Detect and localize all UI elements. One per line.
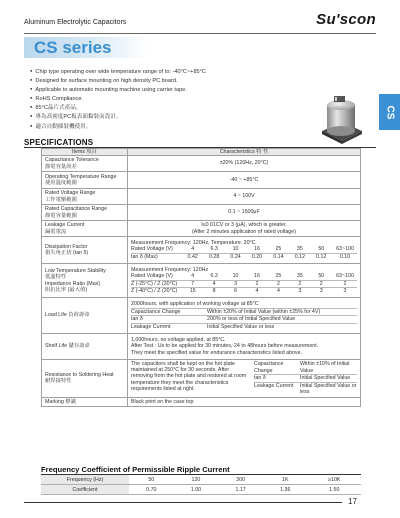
ripple-coefficient-table — [41, 474, 361, 495]
ripple-freq-cell: 50 — [129, 475, 174, 485]
spec-item-load-life: Load Life 負荷壽命 — [42, 298, 128, 334]
feature-item: ● 適合自動插裝機使用。 — [30, 122, 290, 131]
spec-item-leakage: Leakage Current 漏電電流 — [42, 221, 128, 237]
table-row — [42, 264, 361, 298]
ripple-coef-cell: 1.17 — [218, 485, 263, 495]
series-title-banner — [24, 37, 148, 58]
spec-value-leakage: I≤0.01CV or 3 (μA), which is greater. (After 2 minutes application of rated voltage) — [128, 221, 361, 237]
feature-item: ● Designed for surface mounting on high density PC board. — [30, 76, 290, 85]
table-row — [42, 237, 361, 264]
spec-value-rated-capacitance: 0.1 ~ 1500μF — [128, 205, 361, 221]
table-row — [42, 156, 361, 172]
side-tab-label: CS — [384, 105, 395, 119]
table-row — [42, 221, 361, 237]
spec-item-soldering: Resistance to Soldering Heat 耐焊接特性 — [42, 360, 128, 398]
table-row — [42, 189, 361, 205]
category-title: Aluminum Electrolytic Capacitors — [24, 19, 127, 26]
spec-item-op-temp: Operating Temperature Range 使用溫度範圍 — [42, 172, 128, 189]
page-number: 17 — [348, 497, 357, 506]
spec-value-low-temp: Measurement Frequency: 120Hz Rated Voltage (V) 4 6.3 10 16 25 35 50 63~100 Z (-25°C) / Z (20°C) 7 4 3 2 2 2 2 2 Z (-40°C) / Z (20°C) 15 8 6 4 4 3 3 3 — [128, 264, 361, 298]
spec-value-load-life: 2000hours, with application of working voltage at 85°C Capacitance Change Within ±20% of Initial Value (within ±25% for 4V) tan δ 200% or less of Initial Specified Value Leakage Current Initial Specified Value or less — [128, 298, 361, 334]
brand-logo: Su'scon — [316, 11, 376, 28]
spec-item-shelf-life: Shelf Life 儲存壽命 — [42, 334, 128, 360]
spec-item-cap-tolerance: Capacitance Tolerance 靜電容量誤差 — [42, 156, 128, 172]
spec-value-cap-tolerance: ±20% (120Hz, 20°C) — [128, 156, 361, 172]
ripple-section-title: Frequency Coefficient of Permissible Ripple Current — [41, 465, 230, 474]
spec-item-low-temp: Low Temperature Stability 低溫特性 Impedance Ratio (Max) 阻抗比率 (最大值) — [42, 264, 128, 298]
table-row — [42, 205, 361, 221]
table-header-row — [42, 149, 361, 156]
feature-item: ● Chip type operating over wide temperature range of to: -40°C~+85°C — [30, 67, 290, 76]
ripple-freq-label: Frequency (Hz) — [41, 475, 129, 485]
ripple-coef-cell: 1.50 — [308, 485, 361, 495]
specifications-heading: SPECIFICATIONS — [24, 138, 94, 147]
footer-rule — [24, 502, 342, 503]
feature-item: ● Applicable to automatic mounting machine using carrier tape. — [30, 85, 290, 94]
table-row — [42, 298, 361, 334]
spec-value-rated-voltage: 4 ~ 100V — [128, 189, 361, 205]
capacitor-product-image — [318, 93, 364, 145]
spec-value-soldering: The capacitors shall be kept on the hot plate maintained at 250°C for 30 seconds. After removing from the hot plate and restored at room temperature they meet the characteristics requirements listed at right. Capacitance Change Within ±10% of Initial Value tan δ Initial Specified Value Leakage Current Initial Specified Value or less — [128, 360, 361, 398]
feature-item: ● 專為高密度PC板表面黏裝而設計。 — [30, 112, 290, 121]
table-row — [42, 334, 361, 360]
ripple-freq-cell: ≥10K — [308, 475, 361, 485]
series-title: CS series — [34, 38, 112, 57]
spec-value-marking: Black print on the case top — [128, 397, 361, 407]
page-header — [24, 10, 376, 34]
feature-item: ● 85°C晶片式產品。 — [30, 103, 290, 112]
table-row — [42, 397, 361, 407]
spec-value-shelf-life: 1,000hours, no voltage applied, at 85°C. After Test : Us to be applied for 30 minutes, 24 to 48hours before measurement. They meet the specified value for endurance characteristics listed above. — [128, 334, 361, 360]
column-header-items: Items 項目 — [42, 149, 128, 156]
spec-item-rated-capacitance: Rated Capacitance Range 靜電容量範圍 — [42, 205, 128, 221]
feature-list — [30, 67, 290, 131]
feature-item: ● RoHS Compliance. — [30, 94, 290, 103]
ripple-coef-cell: 1.00 — [174, 485, 219, 495]
spec-value-op-temp: -40 ~ +85°C — [128, 172, 361, 189]
spec-item-dissipation: Dissipation Factor 損失角正切 (tan δ) — [42, 237, 128, 264]
specifications-table — [41, 148, 361, 407]
ripple-freq-cell: 120 — [174, 475, 219, 485]
series-side-tab — [379, 94, 400, 130]
table-row — [41, 475, 361, 485]
table-row — [42, 172, 361, 189]
ripple-coef-cell: 1.36 — [263, 485, 308, 495]
ripple-coef-cell: 0.70 — [129, 485, 174, 495]
ripple-coef-label: Coefficient — [41, 485, 129, 495]
ripple-freq-cell: 1K — [263, 475, 308, 485]
spec-item-marking: Marking 標識 — [42, 397, 128, 407]
spec-value-dissipation: Measurement Frequency: 120Hz, Temperature: 20°C Rated Voltage (V) 4 6.3 10 16 25 35 50 63~100 tan δ (Max) 0.42 0.28 0.24 0.20 0.14 0.12 0.12 0.10 — [128, 237, 361, 264]
table-row — [41, 485, 361, 495]
table-row — [42, 360, 361, 398]
ripple-freq-cell: 300 — [218, 475, 263, 485]
column-header-characteristics: Characteristics 特 性 — [128, 149, 361, 156]
spec-item-rated-voltage: Rated Voltage Range 工作電壓範圍 — [42, 189, 128, 205]
